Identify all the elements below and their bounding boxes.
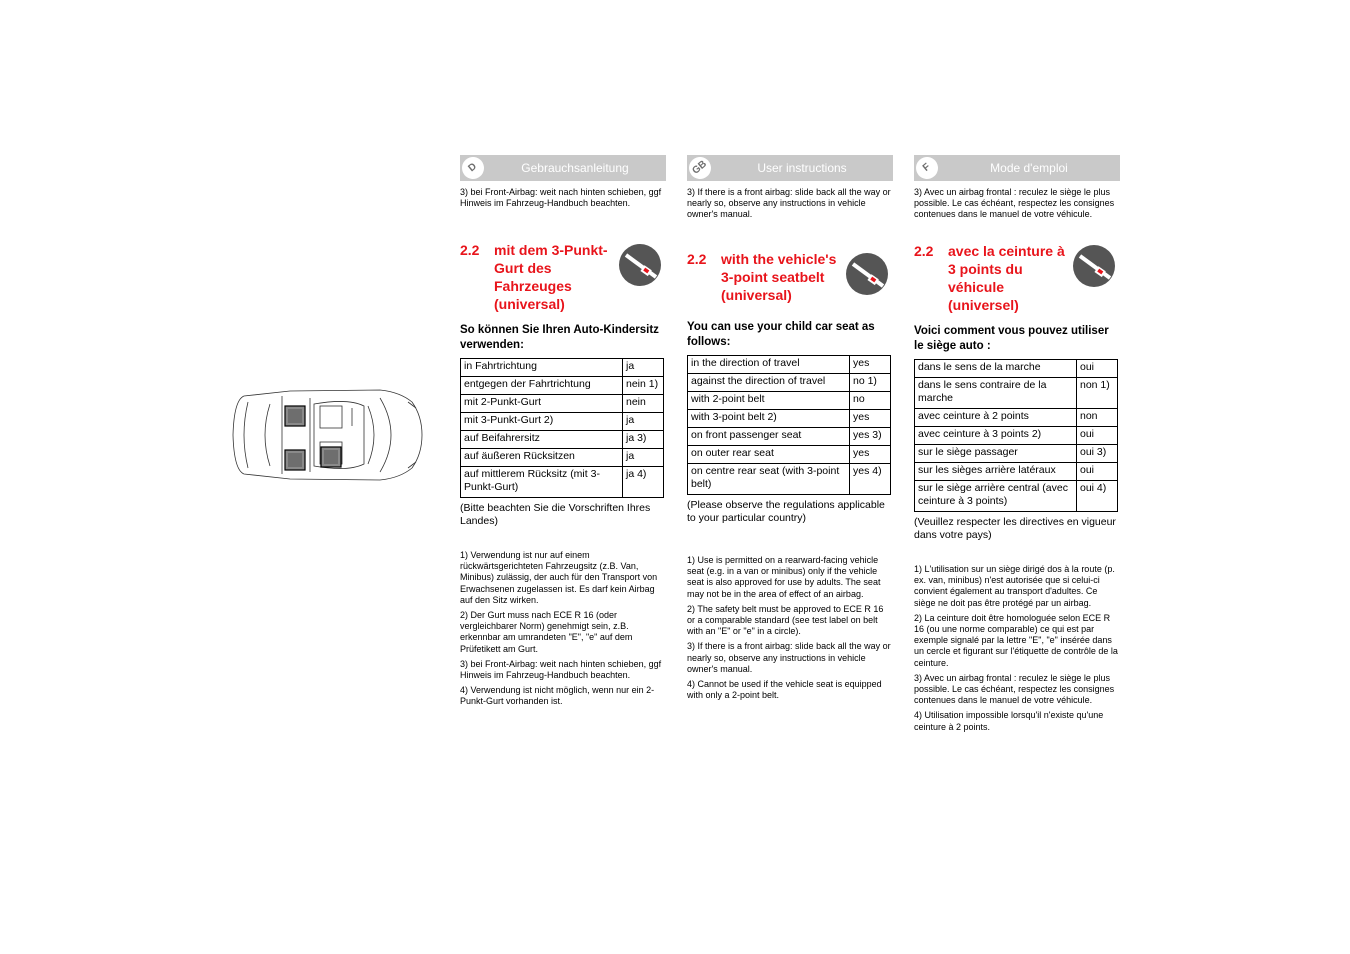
footnote: 1) Verwendung ist nur auf einem rückwärtsgerichteten Fahrzeugsitz (z.B. Van, Minibus) zulässig, der auch für den Transport von Erwachsenen zugelassen ist. Es darf kein Airbag auf den Sitz wirken. xyxy=(460,550,658,605)
row-value: yes 4) xyxy=(850,464,891,495)
footnote: 4) Verwendung ist nicht möglich, wenn nur ein 2-Punkt-Gurt vorhanden ist. xyxy=(460,685,655,707)
row-label: mit 2-Punkt-Gurt xyxy=(461,395,623,413)
footnote: 4) Cannot be used if the vehicle seat is equipped with only a 2-point belt. xyxy=(687,679,882,701)
section-heading xyxy=(914,242,1120,314)
airbag-note: 3) If there is a front airbag: slide back all the way or nearly so, observe any instructions in vehicle owner's manual. xyxy=(687,187,891,219)
table-row xyxy=(915,481,1118,512)
row-value: nein 1) xyxy=(623,377,664,395)
table-row xyxy=(915,445,1118,463)
table-row xyxy=(915,378,1118,409)
row-value: ja xyxy=(623,413,664,431)
row-label: avec ceinture à 2 points xyxy=(915,409,1077,427)
table-row xyxy=(461,359,664,377)
language-badge: F xyxy=(912,153,943,184)
footnote: 2) The safety belt must be approved to ECE R 16 or a comparable standard (see test label on belt with an "E" or "e" in a circle). xyxy=(687,603,884,637)
row-label: sur le siège passager xyxy=(915,445,1077,463)
row-label: with 2-point belt xyxy=(688,392,850,410)
row-label: auf mittlerem Rücksitz (mit 3-Punkt-Gurt) xyxy=(461,467,623,498)
regulations-note: (Bitte beachten Sie die Vorschriften Ihres Landes) xyxy=(460,502,651,527)
usage-intro: You can use your child car seat as follows: xyxy=(687,321,875,348)
footnote: 3) bei Front-Airbag: weit nach hinten schieben, ggf Hinweis im Fahrzeug-Handbuch beachten. xyxy=(460,658,662,681)
table-row xyxy=(688,446,891,464)
table-row xyxy=(915,463,1118,481)
usage-table xyxy=(687,355,891,495)
table-row xyxy=(688,392,891,410)
row-label: entgegen der Fahrtrichtung xyxy=(461,377,623,395)
table-row xyxy=(461,377,664,395)
row-value: ja 3) xyxy=(623,431,664,449)
row-value: oui 3) xyxy=(1077,445,1118,463)
section-header xyxy=(687,155,893,181)
header-title: User instructions xyxy=(757,161,847,175)
usage-intro: Voici comment vous pouvez utiliser le siège auto : xyxy=(914,325,1109,352)
section-number: 2.2 xyxy=(687,251,707,267)
footnotes xyxy=(914,564,1120,733)
section-number: 2.2 xyxy=(914,243,934,259)
table-row xyxy=(688,356,891,374)
section-header xyxy=(460,155,666,181)
row-value: oui xyxy=(1077,427,1118,445)
row-value: oui 4) xyxy=(1077,481,1118,512)
row-label: with 3-point belt 2) xyxy=(688,410,850,428)
section-title: mit dem 3-Punkt-Gurt des Fahrzeuges (universal) xyxy=(494,242,608,312)
table-row xyxy=(688,428,891,446)
row-label: on centre rear seat (with 3-point belt) xyxy=(688,464,850,495)
row-label: avec ceinture à 3 points 2) xyxy=(915,427,1077,445)
section-header xyxy=(914,155,1120,181)
footnote: 2) Der Gurt muss nach ECE R 16 (oder vergleichbarer Norm) genehmigt sein, z.B. erkennbar am umrandeten "E", "e" auf dem Prüfetikett am Gurt. xyxy=(460,610,633,654)
row-value: yes xyxy=(850,446,891,464)
row-value: oui xyxy=(1077,463,1118,481)
row-label: auf Beifahrersitz xyxy=(461,431,623,449)
regulations-note: (Veuillez respecter les directives en vigueur dans votre pays) xyxy=(914,516,1116,541)
row-label: sur les sièges arrière latéraux xyxy=(915,463,1077,481)
row-label: dans le sens contraire de la marche xyxy=(915,378,1077,409)
row-value: yes xyxy=(850,356,891,374)
row-label: in the direction of travel xyxy=(688,356,850,374)
table-row xyxy=(461,413,664,431)
usage-table xyxy=(460,358,664,498)
row-value: nein xyxy=(623,395,664,413)
row-label: auf äußeren Rücksitzen xyxy=(461,449,623,467)
footnotes xyxy=(460,550,666,708)
car-top-view-diagram xyxy=(230,388,425,482)
footnote: 2) La ceinture doit être homologuée selon ECE R 16 (ou une norme comparable) ce qui est par exemple signalé par la lettre "E", "e" insérée dans un cercle et figurant sur l'étiquette de contrôle de la ceinture. xyxy=(914,612,1118,668)
column-english xyxy=(687,155,893,705)
header-title: Mode d'emploi xyxy=(990,161,1068,175)
row-value: yes xyxy=(850,410,891,428)
seatbelt-icon xyxy=(1072,244,1116,288)
airbag-note: 3) bei Front-Airbag: weit nach hinten schieben, ggf Hinweis im Fahrzeug-Handbuch beachten. xyxy=(460,187,662,208)
row-label: on front passenger seat xyxy=(688,428,850,446)
row-label: sur le siège arrière central (avec ceinture à 3 points) xyxy=(915,481,1077,512)
footnote: 3) If there is a front airbag: slide back all the way or nearly so, observe any instructions in vehicle owner's manual. xyxy=(687,641,891,674)
footnotes xyxy=(687,555,893,701)
row-label: mit 3-Punkt-Gurt 2) xyxy=(461,413,623,431)
language-badge: D xyxy=(458,153,489,184)
row-value: non 1) xyxy=(1077,378,1118,409)
row-value: yes 3) xyxy=(850,428,891,446)
table-row xyxy=(461,431,664,449)
section-title: avec la ceinture à 3 points du véhicule (universel) xyxy=(948,243,1065,313)
column-german xyxy=(460,155,666,712)
seatbelt-icon xyxy=(618,243,662,287)
section-heading xyxy=(687,250,893,310)
row-value: non xyxy=(1077,409,1118,427)
footnote: 1) L'utilisation sur un siège dirigé dos à la route (p. ex. van, minibus) n'est autorisée que si celui-ci convient également au transport d'adultes. Ce siège ne doit pas être protégé par un airbag. xyxy=(914,564,1115,608)
table-row xyxy=(915,360,1118,378)
seatbelt-icon xyxy=(845,252,889,296)
language-badge: GB xyxy=(685,153,716,184)
table-row xyxy=(688,374,891,392)
row-value: ja xyxy=(623,449,664,467)
row-label: in Fahrtrichtung xyxy=(461,359,623,377)
airbag-note: 3) Avec un airbag frontal : reculez le siège le plus possible. Le cas échéant, respectez les consignes contenues dans le manuel de votre véhicule. xyxy=(914,187,1115,219)
section-number: 2.2 xyxy=(460,242,480,258)
table-row xyxy=(461,449,664,467)
table-row xyxy=(688,464,891,495)
section-heading xyxy=(460,241,666,313)
section-title: with the vehicle's 3-point seatbelt (universal) xyxy=(721,251,837,303)
table-row xyxy=(915,427,1118,445)
row-value: ja 4) xyxy=(623,467,664,498)
row-label: dans le sens de la marche xyxy=(915,360,1077,378)
regulations-note: (Please observe the regulations applicable to your particular country) xyxy=(687,499,885,524)
usage-intro: So können Sie Ihren Auto-Kindersitz verwenden: xyxy=(460,324,659,351)
row-label: against the direction of travel xyxy=(688,374,850,392)
row-value: no 1) xyxy=(850,374,891,392)
row-value: oui xyxy=(1077,360,1118,378)
header-title: Gebrauchsanleitung xyxy=(521,161,629,175)
table-row xyxy=(915,409,1118,427)
footnote: 3) Avec un airbag frontal : reculez le siège le plus possible. Le cas échéant, respectez les consignes contenues dans le manuel de votre véhicule. xyxy=(914,672,1115,706)
row-label: on outer rear seat xyxy=(688,446,850,464)
row-value: ja xyxy=(623,359,664,377)
column-french xyxy=(914,155,1120,737)
footnote: 4) Utilisation impossible lorsqu'il n'existe qu'une ceinture à 2 points. xyxy=(914,710,1104,732)
table-row xyxy=(688,410,891,428)
footnote: 1) Use is permitted on a rearward-facing vehicle seat (e.g. in a van or minibus) only if the vehicle seat is also approved for use by adults. The seat may not be in the area of effect of an airbag. xyxy=(687,555,881,599)
usage-table xyxy=(914,359,1118,512)
table-row xyxy=(461,395,664,413)
row-value: no xyxy=(850,392,891,410)
table-row xyxy=(461,467,664,498)
